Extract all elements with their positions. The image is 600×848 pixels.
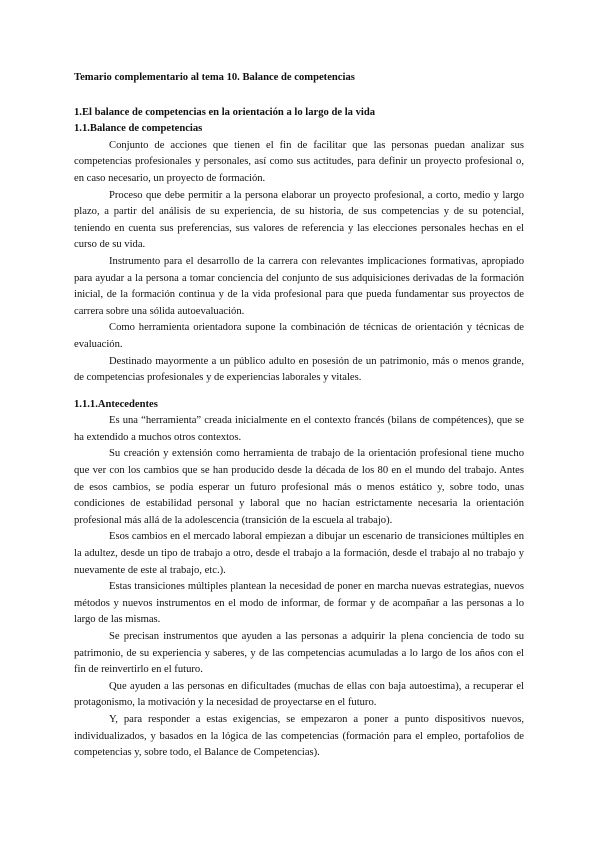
paragraph: Su creación y extensión como herramienta de trabajo de la orientación profesional tiene mucho que ver con los cambios que se han producido desde la década de los 80 en el mundo del trabajo. Antes de esos cambios, se podía esperar un futuro profesional más o menos estático y, sobre todo, unas condiciones de estabilidad personal y laboral que no hacían estrictamente necesaria la orientación profesional más allá de la adolescencia (transición de la escuela al trabajo). (74, 448, 524, 526)
paragraph: Conjunto de acciones que tienen el fin de facilitar que las personas puedan analizar sus competencias profesionales y personales, así como sus actitudes, para definir un proyecto profesional o, en caso necesario, un proyecto de formación. (74, 139, 524, 184)
section-1-1-heading: 1.1.Balance de competencias (74, 123, 203, 135)
paragraph: Como herramienta orientadora supone la combinación de técnicas de orientación y técnicas de evaluación. (74, 322, 524, 350)
paragraph: Y, para responder a estas exigencias, se empezaron a poner a punto dispositivos nuevos, individualizados, y basados en la lógica de las competencias (formación para el empleo, portafolios de competencias y, sobre todo, el Balance de Competencias). (74, 713, 524, 759)
paragraph: Instrumento para el desarrollo de la carrera con relevantes implicaciones formativas, apropiado para ayudar a la persona a tomar conciencia del conjunto de sus adquisiciones derivadas de la formación inicial, de la formación continua y de la vida profesional para que pueda fundamentar sus proyectos de carrera sobre una sólida autoevaluación. (74, 255, 524, 317)
paragraph: Esos cambios en el mercado laboral empiezan a dibujar un escenario de transiciones múltiples en la adultez, desde un tipo de trabajo a otro, desde el trabajo a la formación, desde el trabajo al no trabajo y nuevamente de este al trabajo, etc.). (74, 531, 524, 576)
paragraph: Que ayuden a las personas en dificultades (muchas de ellas con baja autoestima), a recuperar el protagonismo, la motivación y la necesidad de proyectarse en el futuro. (74, 680, 524, 709)
paragraph: Se precisan instrumentos que ayuden a las personas a adquirir la plena conciencia de todo su patrimonio, de su experiencia y saberes, y de las competencias acumuladas a lo largo de los años con el fin de reinvertirlo en el futuro. (74, 631, 524, 676)
document-title: Temario complementario al tema 10. Balance de competencias (74, 72, 355, 83)
section-1-heading: 1.El balance de competencias en la orientación a lo largo de la vida (74, 106, 376, 118)
section-1-1-1-heading: 1.1.1.Antecedentes (74, 398, 158, 410)
paragraph: Es una “herramienta” creada inicialmente en el contexto francés (bilans de compétences), que se ha extendido a muchos otros contextos. (74, 415, 524, 443)
paragraph: Destinado mayormente a un público adulto en posesión de un patrimonio, más o menos grande, de competencias profesionales y de experiencias laborales y vitales. (74, 355, 524, 384)
paragraph: Estas transiciones múltiples plantean la necesidad de poner en marcha nuevas estrategias, nuevos métodos y nuevos instrumentos en el modo de informar, de formar y de acompañar a las personas a lo largo de las mismas. (74, 581, 524, 626)
paragraph: Proceso que debe permitir a la persona elaborar un proyecto profesional, a corto, medio y largo plazo, a partir del análisis de su experiencia, de su historia, de sus competencias y de su potencial, teniendo en cuenta sus preferencias, sus valores de referencia y las elecciones personales hechas en el curso de su vida. (74, 189, 524, 251)
